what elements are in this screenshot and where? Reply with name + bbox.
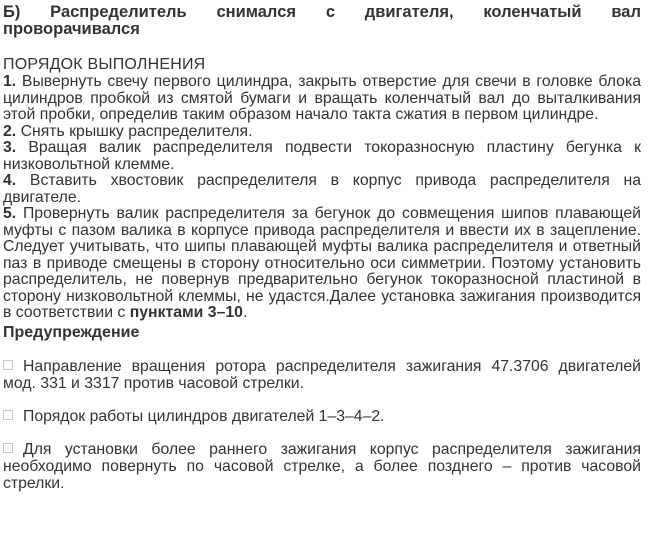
step-2 bbox=[3, 124, 641, 141]
step-text: Снять крышку распределителя. bbox=[16, 122, 253, 140]
heading-word: двигателя, bbox=[364, 3, 454, 21]
step-number: 5. bbox=[3, 205, 17, 222]
step-number: 4. bbox=[3, 172, 17, 189]
bullet-box-icon bbox=[3, 443, 13, 453]
heading-word: Распределитель bbox=[50, 3, 187, 21]
heading-word: вал bbox=[611, 3, 641, 21]
steps-reference: пунктами 3–10 bbox=[129, 304, 243, 321]
warning-item-1 bbox=[3, 358, 641, 392]
step-3 bbox=[3, 140, 641, 173]
warning-text: Порядок работы цилиндров двигателей 1–3–4–2. bbox=[23, 407, 385, 425]
heading-prefix: Б) bbox=[3, 3, 21, 21]
step-text: Вставить хвостовик распределителя в корпус привода распределителя на двигателе. bbox=[3, 172, 641, 206]
step-text-end: . bbox=[242, 304, 248, 321]
step-4 bbox=[3, 173, 641, 206]
step-text: Вывернуть свечу первого цилиндра, закрыть отверстие для свечи в головке блока цилиндров пробкой из смятой бумаги и вращать коленчатый вал до выталкивания этой пробки, определив таким образом начало такта сжатия в первом цилиндре. bbox=[3, 73, 641, 123]
warning-title: Предупреждение bbox=[3, 323, 140, 341]
step-5 bbox=[3, 206, 641, 322]
procedure-title: ПОРЯДОК ВЫПОЛНЕНИЯ bbox=[3, 56, 206, 73]
section-heading bbox=[3, 4, 641, 38]
bullet-box-icon bbox=[3, 360, 13, 370]
heading-word: снимался bbox=[216, 3, 297, 21]
step-1 bbox=[3, 74, 641, 124]
warning-text: Для установки более раннего зажигания корпус распределителя зажигания необходимо повернуть по часовой стрелке, а более позднего – против часовой стрелки. bbox=[3, 440, 641, 492]
heading-word: коленчатый bbox=[483, 3, 582, 21]
step-number: 1. bbox=[3, 73, 17, 90]
step-text: Провернуть валик распределителя за бегунок до совмещения шипов плавающей муфты с пазом валика в корпусе привода распределителя и ввести их в зацепление. Следует учитывать, что шипы плавающей муфты валика распределителя и ответный паз в приводе смещены в сторону относительно оси симметрии. Поэтому установить распределитель, не повернув предварительно бегунок токоразносной пластиной в сторону низковольтной клеммы, не удастся.Далее установка зажигания производится в соответствии с bbox=[3, 205, 641, 321]
heading-word: с bbox=[325, 3, 335, 21]
document bbox=[3, 4, 641, 492]
warning-text: Направление вращения ротора распределителя зажигания 47.3706 двигателей мод. 331 и 3317 против часовой стрелки. bbox=[3, 357, 641, 392]
warning-item-2 bbox=[3, 408, 641, 425]
section-heading-line2: проворачивался bbox=[3, 20, 140, 38]
bullet-box-icon bbox=[3, 410, 13, 420]
section-heading-line1 bbox=[3, 4, 641, 21]
step-number: 2. bbox=[3, 122, 17, 140]
warning-item-3 bbox=[3, 441, 641, 492]
step-number: 3. bbox=[3, 139, 17, 156]
step-text: Вращая валик распределителя подвести токоразносную пластину бегунка к низковольтной клемме. bbox=[3, 139, 641, 173]
